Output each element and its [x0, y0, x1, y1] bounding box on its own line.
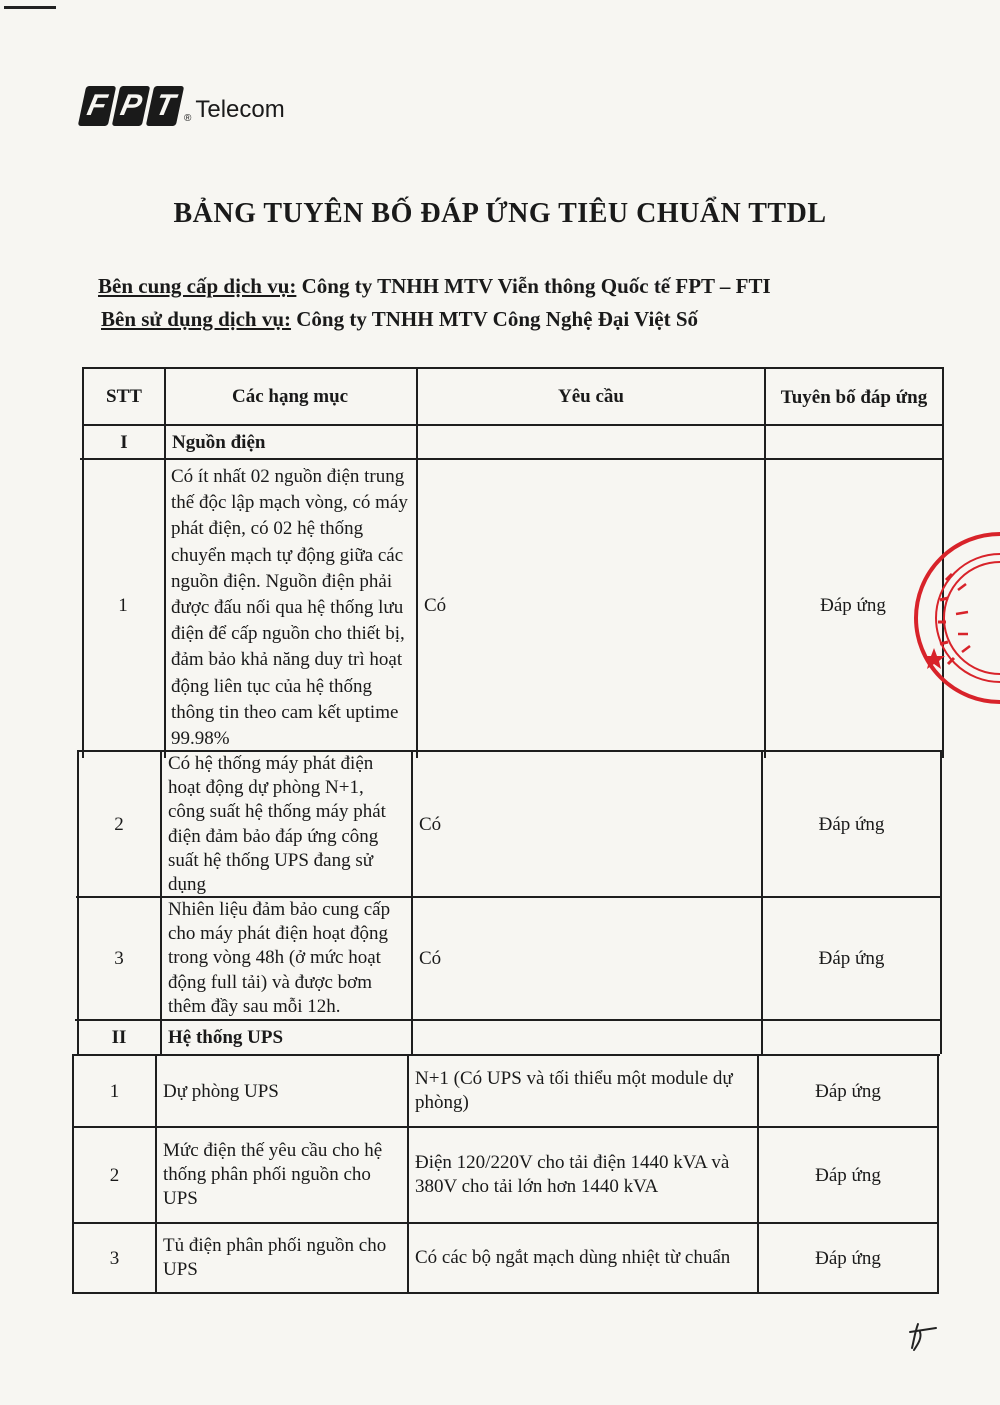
section1-title: Nguồn điện	[172, 431, 266, 453]
row1-2-item: Có hệ thống máy phát điện hoạt động dự phòng N+1, công suất hệ thống máy phát điện đảm bảo đáp ứng công suất hệ thống UPS đang sử dụng	[168, 753, 386, 896]
fpt-logo-mark	[82, 86, 184, 126]
provider-line	[98, 270, 771, 303]
row1-3-response: Đáp ứng	[818, 948, 885, 969]
row1-3-item: Nhiên liệu đảm bảo cung cấp cho máy phát điện hoạt động trong vòng 48h (ở mức hoạt động full tải) và được bơm thêm đầy sau mỗi 12h.	[168, 899, 391, 1017]
provider-label: Bên cung cấp dịch vụ:	[98, 274, 297, 298]
row2-2-response: Đáp ứng	[815, 1164, 881, 1186]
section2-stt: II	[111, 1027, 127, 1048]
row2-3-stt: 3	[109, 1247, 120, 1269]
row1-1-response: Đáp ứng	[820, 594, 886, 616]
row2-3-response: Đáp ứng	[815, 1247, 881, 1269]
header-stt: STT	[106, 386, 142, 407]
row1-1-item: Có ít nhất 02 nguồn điện trung thế độc lập mạch vòng, có máy phát điện, có 02 hệ thống chuyển mạch tự động giữa các nguồn điện. Nguồn điện phải được đấu nối qua hệ thống lưu điện để cấp nguồn cho thiết bị, đảm bảo khả năng duy trì hoạt động liên tục của hệ thống thông tin theo cam kết uptime 99.98%	[171, 466, 408, 750]
header-items: Các hạng mục	[232, 386, 349, 407]
header-requirement: Yêu cầu	[558, 386, 624, 407]
row2-2-requirement: Điện 120/220V cho tải điện 1440 kVA và 380V cho tải lớn hơn 1440 kVA	[415, 1152, 730, 1197]
row1-3-requirement: Có	[419, 948, 442, 969]
row1-2-stt: 2	[114, 813, 124, 835]
user-label: Bên sử dụng dịch vụ:	[101, 307, 292, 331]
scan-mark	[4, 6, 56, 9]
section1-stt: I	[120, 431, 128, 453]
logo-letter-t: T	[146, 86, 185, 126]
section2-title: Hệ thống UPS	[168, 1027, 284, 1048]
parties-block	[98, 270, 771, 336]
row2-1-item: Dự phòng UPS	[163, 1080, 279, 1102]
row2-3-requirement: Có các bộ ngắt mạch dùng nhiệt từ chuẩn	[415, 1247, 731, 1268]
fpt-telecom-logo	[82, 86, 285, 126]
document-title: BẢNG TUYÊN BỐ ĐÁP ỨNG TIÊU CHUẨN TTDL	[173, 198, 827, 229]
row2-2-stt: 2	[109, 1164, 120, 1186]
logo-letter-p: P	[112, 86, 151, 126]
company-seal-stamp	[912, 530, 1000, 710]
logo-text: Telecom	[195, 96, 285, 123]
row1-2-requirement: Có	[419, 813, 442, 835]
user-value: Công ty TNHH MTV Công Nghệ Đại Việt Số	[296, 307, 699, 331]
row1-2-response: Đáp ứng	[818, 813, 885, 835]
row1-1-requirement: Có	[424, 594, 447, 616]
registered-mark: ®	[184, 113, 192, 124]
initials-mark	[906, 1318, 946, 1359]
row2-1-response: Đáp ứng	[815, 1080, 881, 1102]
row2-2-item: Mức điện thế yêu cầu cho hệ thống phân phối nguồn cho UPS	[163, 1140, 383, 1209]
row1-3-stt: 3	[114, 948, 124, 969]
row1-1-stt: 1	[118, 594, 128, 616]
logo-letter-f: F	[78, 86, 117, 126]
row2-1-stt: 1	[109, 1080, 120, 1102]
row2-1-requirement: N+1 (Có UPS và tối thiểu một module dự phòng)	[415, 1068, 733, 1113]
provider-value: Công ty TNHH MTV Viễn thông Quốc tế FPT – FTI	[301, 274, 771, 298]
header-response: Tuyên bố đáp ứng	[780, 387, 928, 408]
user-line	[101, 303, 771, 336]
row2-3-item: Tủ điện phân phối nguồn cho UPS	[163, 1235, 387, 1280]
